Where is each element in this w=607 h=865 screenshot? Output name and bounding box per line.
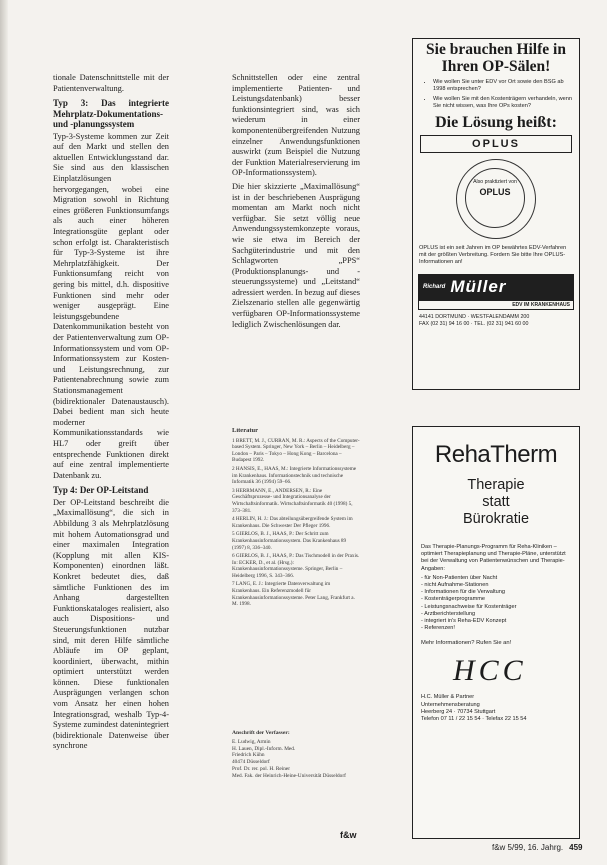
ad-feature: - Informationen für die Verwaltung (421, 589, 505, 596)
ad-bullet: • Wie wollen Sie mit den Kostenträgern verhandeln, wenn Sie nicht wissen, was Ihre OPs kosten? (433, 96, 575, 110)
company-logo: Richard Müller (418, 274, 574, 300)
ad-feature: - nicht Aufnahme-Stationen (421, 582, 489, 589)
binding-shadow (0, 0, 8, 865)
author-line: Friedrich Kühn (232, 752, 265, 759)
author-line: 40474 Düsseldorf (232, 759, 270, 766)
page-folio (492, 843, 583, 852)
literature-item: 1 BRETT, M. J., CURRAN, M. R.: Aspects of the Computer-based System. Springer, New York – Berlin – Heidelberg – London – Paris – Tokyo – Hong Kong – Barcelona – Budapest 1992. (232, 437, 360, 464)
section-heading: Typ 3: Das integrierte Mehrplatz-Dokumentations- und -planungssystem (53, 98, 169, 130)
paragraph: Schnittstellen oder eine zentral implementierte Patienten- und Leistungsdatenbank) besser funktionsintegriert sind, was sich wiederum in einer komponentenübergreifenden Nutzung einzelner Anwendungsfunktionen auswirkt (zum Beispiel die Nutzung der Funktion Materialreservierung im OP-Informationssystem). (232, 73, 360, 178)
literature-title: Literatur (232, 428, 258, 434)
journal-ref: f&w 5/99, 16. Jahrg. (492, 843, 564, 852)
literature-item: 2 HANSIS, E., HAAS, M.: Integrierte Informationssysteme im Krankenhaus. Informationstechnik und technische Informatik 36 (1994) 59–66. (232, 465, 357, 486)
ad-body: Das Therapie-Planungs-Programm für Reha-Kliniken – optimiert Therapieplanung und Therapie-Pläne, unterstützt bei der Verwaltung von Patientenwünschen und Therapie-Angaben: - für Non-Patienten über Nacht - nicht Aufnahme-Stationen - Informationen für die Verwaltung - Kostenträgerprogramme - Leistungsnachweise für Kostenträger - Arztberichterstellung - integriert in's Reha-EDV Konzept - Referenzen! (413, 528, 579, 632)
author-line: Prof. Dr. rer. pol. H. Reiner (232, 765, 290, 772)
product-bar: OPLUS (420, 135, 572, 153)
paragraph: Die hier skizzierte „Maximallösung“ ist in der beschriebenen Ausprägung momentan am Markt noch nicht verfügbar. Sie setzt völlig neue Anwendungssystemkonzepte voraus, wie sie etwa im Bereich der Sachgüterindustrie und mit den Schlagworten „PPS“ (Produktionsplanungs- und -steuerungssysteme) und „Leitstand“ adressiert werden. In bezug auf dieses Zielszenario stellen alle gegenwärtig verfügbaren OP-Informationssysteme lediglich Zwischenlösungen dar. (232, 181, 360, 329)
advertisement-oplus (412, 38, 580, 390)
ad-feature: - Referenzen! (421, 625, 455, 632)
page-number: 459 (569, 843, 583, 852)
ad-body: OPLUS ist ein seit Jahren im OP bewährtes EDV-Verfahren mit der größten Verbreitung. Fordern Sie bitte Ihre OPLUS-Informationen an! (419, 245, 567, 265)
ad-feature: - Leistungsnachweise für Kostenträger (421, 603, 517, 610)
ad-bullet: • Wie wollen Sie unter EDV vor Ort sowie den BSG ab 1998 entsprechen? (433, 79, 575, 93)
paragraph: Der OP-Leitstand beschreibt die „Maximallösung“, die sich in Abbildung 3 als Mehrplatzlösung mit hohem Automationsgrad und einer maximalen Integration (Kopplung mit allen KIS-Komponenten) einordnen läßt. Konkret bedeutet dies, daß sämtliche Funktionen des im Anhang dargestellten Funktionskataloges realisiert, also auch Dispositions- und Steuerungsfunktionen nutzbar sind, mit deren Hilfe sämtliche Abläufe im OP geplant, koordiniert, überwacht, mithin optimiert unterstützt werden können. Diese funktionalen Ausprägungen verlangen schon vom Ansatz her einen hohen Integrationsgrad, weshalb Typ-4-Systeme zumindest datenintegriert (bidirektionale Datenweise über synchrone (53, 497, 169, 751)
advertisement-rehatherm (412, 426, 580, 839)
ad-feature-list (421, 575, 571, 633)
literature-item: 3 HERRMANN, E., ANDERSEN, R.: Eine Geschäftsprozesse- und Integrationsanalyse der Wirtschaftsinformatik. Wirtschaftsinformatik 40 (1998) 5, 373–381. (232, 487, 353, 514)
company-address: 44141 DORTMUND · WESTFALENDAMM 200 FAX (02 31) 94 16 00 · TEL. (02 31) 941 60 00 (419, 314, 530, 327)
paragraph: tionale Datenschnittstelle mit der Patientenverwaltung. (53, 73, 169, 93)
ad-feature: - integriert in's Reha-EDV Konzept (421, 618, 507, 625)
literature-item: 6 GIERLOS, B. J., HAAS, P.: Das Tischmodell in der Praxis. In: ECKER, D., et al. (Hrsg.): Krankenhausinformationssysteme. Springer, Berlin – Heidelberg 1996, S. 343–366. (232, 553, 360, 579)
literature-item: 4 HERLIN, H. J.: Das abteilungsübergreifende System im Krankenhaus. Die Schwester Der Pfleger 1996. (232, 516, 353, 529)
ad-feature: - Arztberichterstellung (421, 610, 476, 617)
author-title: Anschrift der Verfasser: (232, 730, 290, 736)
ad-feature: - für Non-Patienten über Nacht (421, 574, 498, 581)
company-address: H.C. Müller & Partner Unternehmensberatung Heerberg 24 · 70734 Stuttgart Telefon 07 11 / 22 15 54 · Telefax 22 15 54 (421, 694, 527, 723)
seal-icon (456, 159, 536, 239)
ad-solution: Die Lösung heißt: (435, 114, 557, 131)
ad-bullet-list (413, 79, 579, 110)
author-line: E. Ludwig, Armin (232, 738, 271, 745)
paragraph: Typ-3-Systeme kommen zur Zeit auf den Markt und stellen den aktuellen Entwicklungsstand dar. Sie sind aus den klassischen Einplatzlösungen hervorgegangen, wobei eine Migration sowohl in Richtung eines größeren Funktionsumfangs als auch einer höheren Integrationsgüte geplant oder schon erfolgt ist. Charakteristisch für Typ-3-Systeme ist ihre Mehrplatzfähigkeit. Der Funktionsumfang reicht von gering bis mittel, d.h. dispositive Funktionen sind mehr oder weniger ausgeprägt. Eine leistungsgebundene Datenkommunikation besteht von der Patientenverwaltung zum OP-Informationssystem und vom OP-Informationssystem zur Kosten- und Leistungsrechnung, zur Patientenabrechnung sowie zum Stationsmanagement (bidirektionaler Datenaustausch). Dabei bedient man sich heute moderner Kommunikationsstandards wie HL7 oder greift über entsprechende Funktionen direkt auf eine zentral implementierte Datenbank zu. (53, 131, 169, 480)
section-heading: Typ 4: Der OP-Leitstand (53, 485, 149, 496)
ad-feature: - Kostenträgerprogramme (421, 596, 486, 603)
ad-more-info: Mehr Informationen? Rufen Sie an! (421, 640, 512, 647)
seal-text: Also praktiziert von (473, 179, 517, 185)
ad-slogan: Therapie statt Bürokratie (462, 477, 530, 527)
company-monogram: HCC (453, 654, 527, 688)
article-column-2 (232, 73, 360, 403)
article-column-1 (53, 73, 169, 843)
seal-brand: OPLUS (479, 186, 511, 197)
author-line: H. Lauen, Dipl.-Inform. Med. (232, 745, 296, 752)
publisher-logo: f&w (340, 830, 357, 840)
author-line: Med. Fak. der Heinrich-Heine-Universität Düsseldorf (232, 772, 346, 779)
literature-item: 7 LANG, E. J.: Integrierte Datenverwaltung im Krankenhaus. Ein Referenzmodell für Krankenhausinformationssysteme. Peter Lang, Frankfurt a. M. 1998. (232, 581, 355, 608)
ad-brand: RehaTherm (434, 441, 558, 468)
author-address (232, 730, 360, 780)
company-tagline: EDV IM KRANKENHAUS (418, 300, 574, 310)
literature-list (232, 428, 360, 668)
literature-item: 5 GIERLOS, B. J., HAAS, P.: Der Schritt zum Krankenhausinformationssystem. Das Krankenhaus 89 (1997) 8, 336–340. (232, 531, 347, 551)
ad-headline: Sie brauchen Hilfe in Ihren OP-Sälen! (426, 41, 566, 75)
